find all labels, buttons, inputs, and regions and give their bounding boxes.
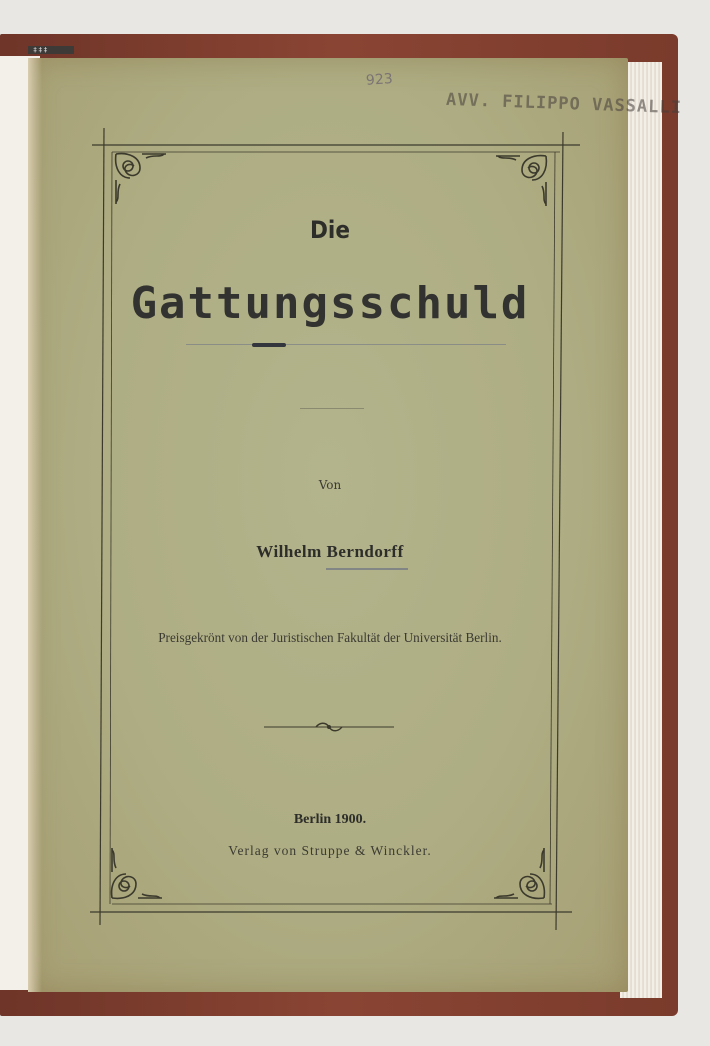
author-name: Wilhelm Berndorff xyxy=(256,542,404,561)
pencil-underline xyxy=(326,568,408,570)
pencil-underline xyxy=(186,344,506,345)
pencil-mark: 923 xyxy=(365,71,394,89)
award-note: Preisgekrönt von der Juristischen Fakultät der Universität Berlin. xyxy=(158,630,502,645)
center-flourish-icon xyxy=(264,720,394,734)
by-line: Von xyxy=(318,478,342,492)
corner-ornament-icon xyxy=(110,148,174,212)
publisher: Verlag von Struppe & Winckler. xyxy=(228,843,432,858)
ownership-stamp: AVV. FILIPPO VASSALLI xyxy=(445,89,683,119)
book-title: Gattungsschuld xyxy=(130,278,530,329)
title-article: Die xyxy=(310,216,350,244)
ink-smudge xyxy=(252,343,286,347)
corner-ornament-icon xyxy=(488,150,552,214)
spine-label: ‡‡‡ xyxy=(33,46,49,54)
place-year: Berlin 1900. xyxy=(293,812,367,827)
short-rule xyxy=(300,408,364,409)
